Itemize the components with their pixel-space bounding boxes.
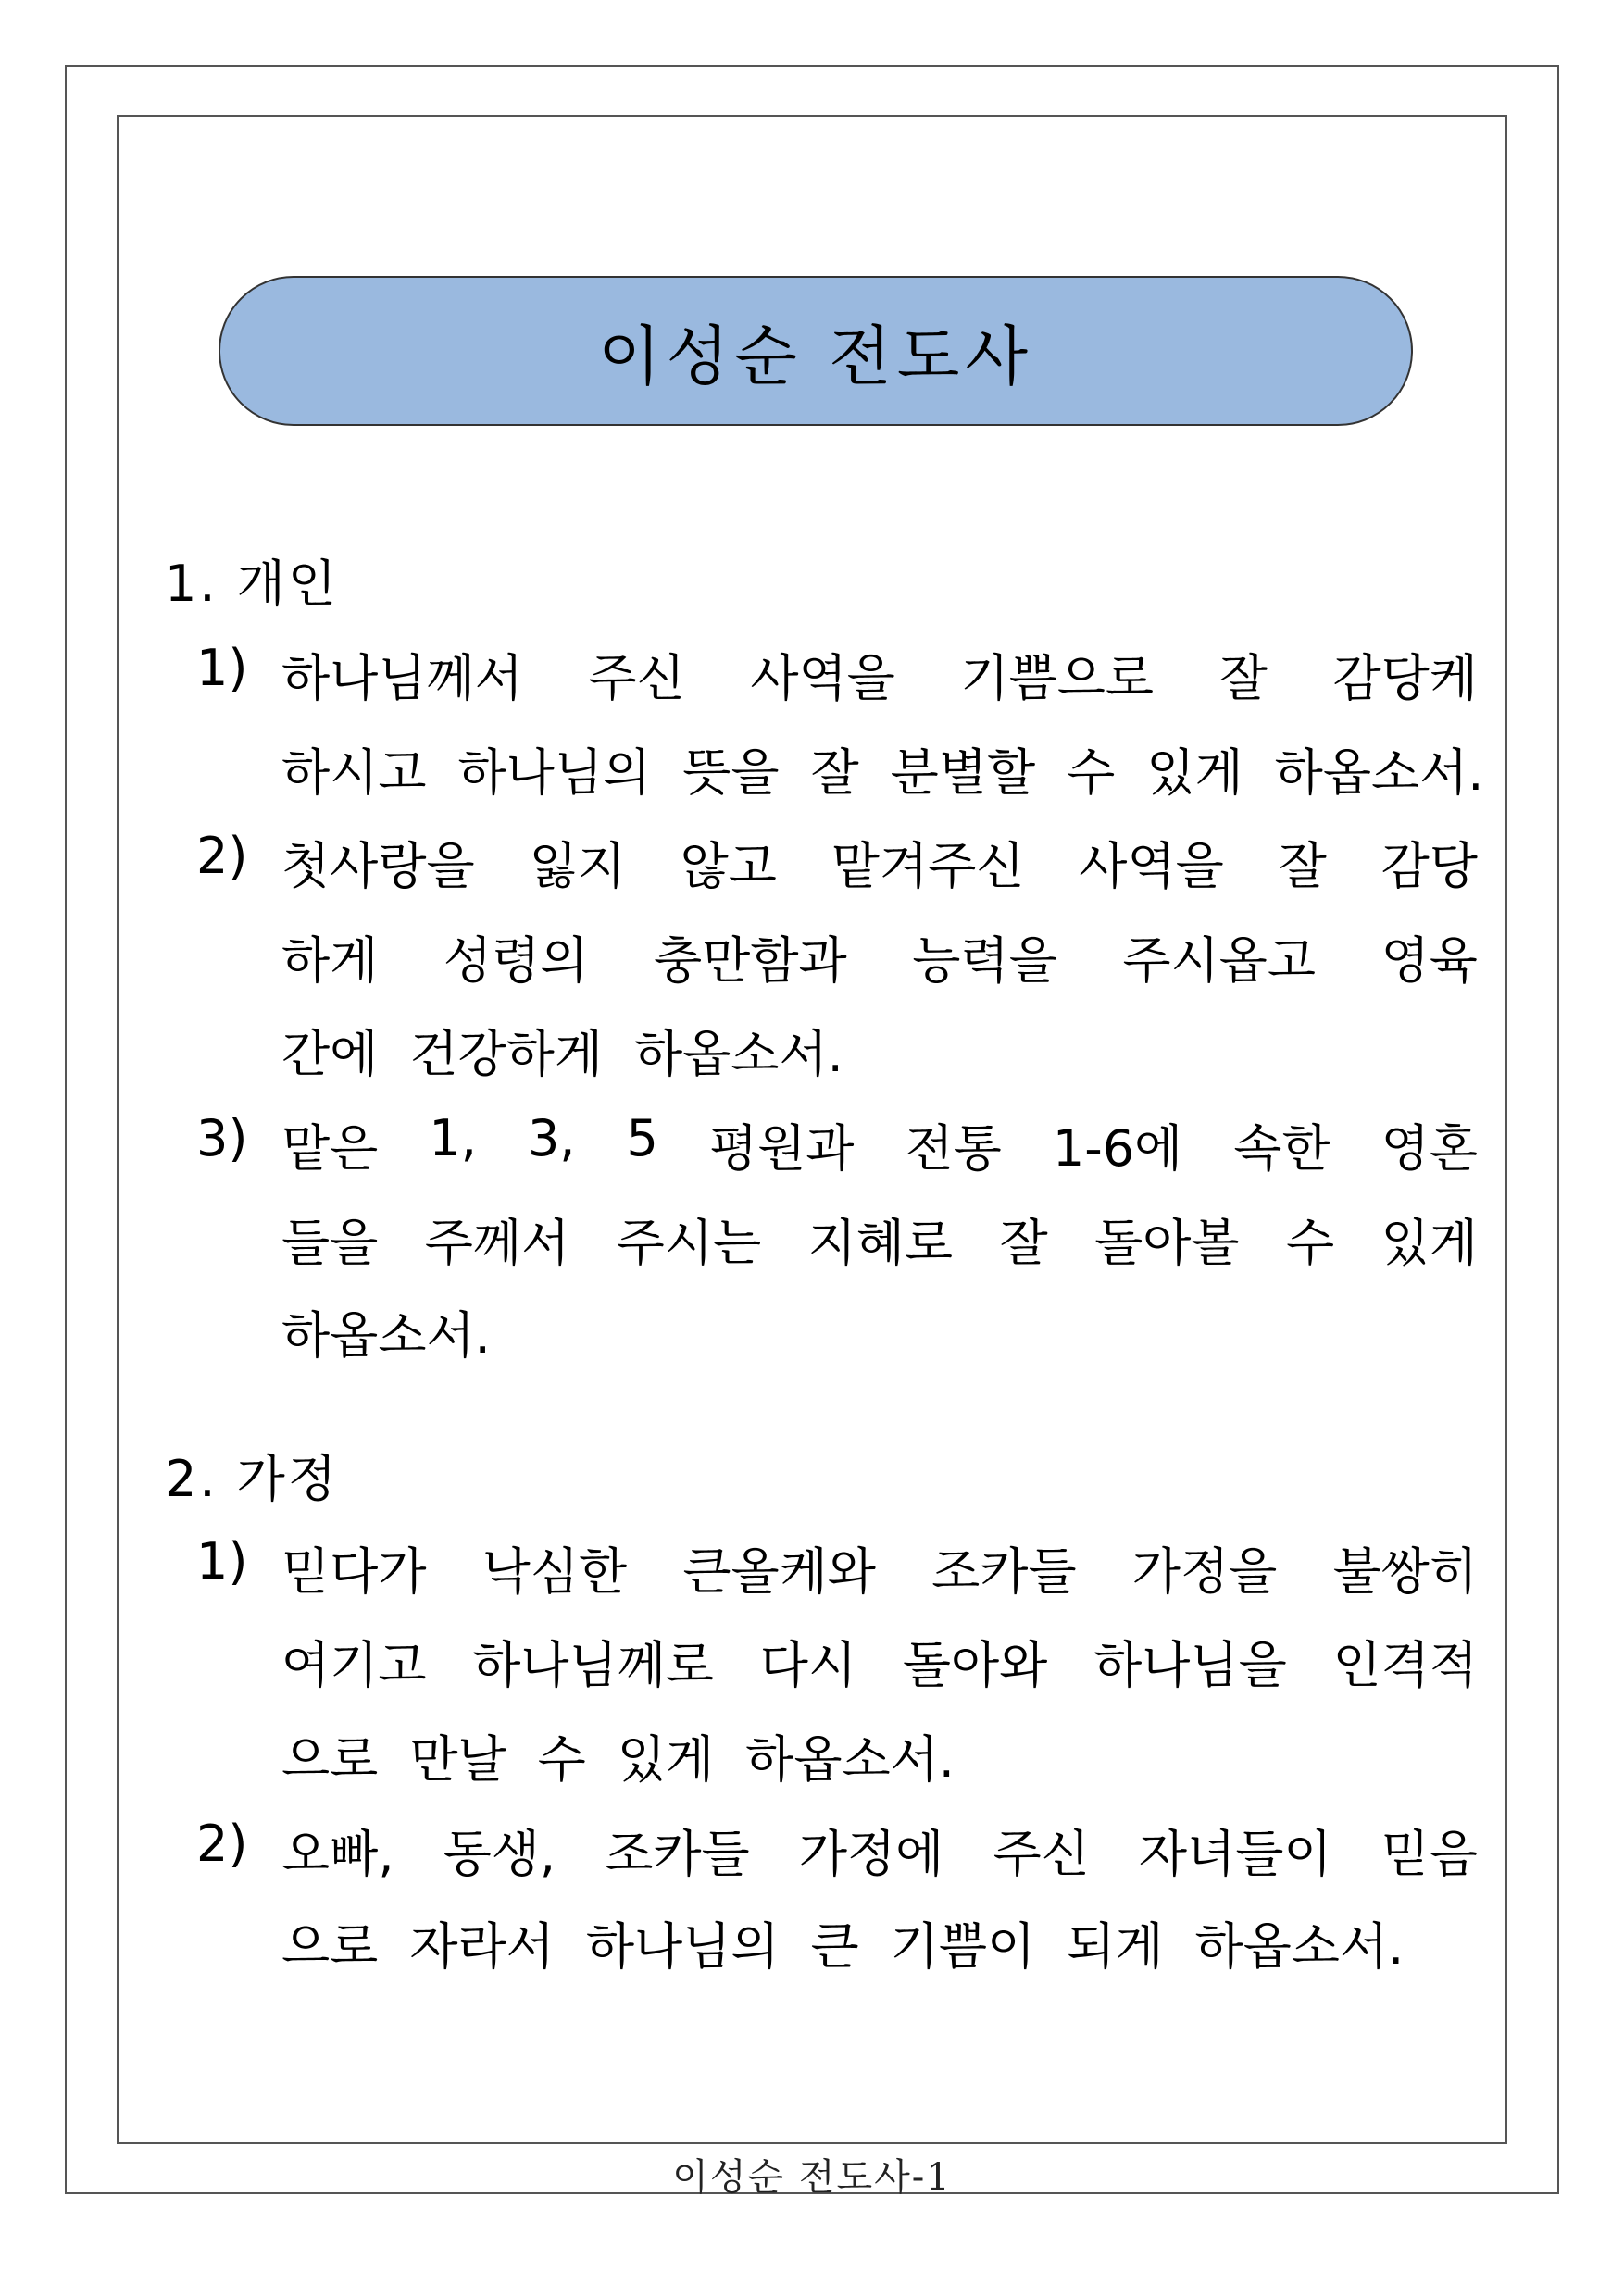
word: 잘 <box>1218 649 1268 707</box>
word: 주시옵고 <box>1122 931 1317 990</box>
word: 잘 <box>1278 837 1327 895</box>
word: 잘 <box>810 743 859 802</box>
word: 충만함과 <box>654 931 847 990</box>
word: 맡은 <box>281 1119 379 1178</box>
word: 자라서 <box>409 1917 555 1976</box>
word: 하나님의 <box>585 1917 780 1976</box>
word: 믿음 <box>1380 1825 1478 1883</box>
word: 영육 <box>1380 931 1478 990</box>
word: 수 <box>537 1730 586 1789</box>
word: 하옵소서. <box>745 1730 955 1789</box>
item-line <box>281 1109 1478 1180</box>
word: 5 <box>626 1109 658 1167</box>
word: 맡겨주신 <box>831 837 1025 895</box>
item-number: 1) <box>196 639 248 697</box>
word: 들을 <box>281 1214 379 1272</box>
item-line <box>281 1907 1478 1978</box>
word: 있게 <box>1146 743 1243 802</box>
word: 사역을 <box>1079 837 1224 895</box>
word: 건강하게 <box>409 1025 603 1083</box>
word: 조카들 <box>605 1825 750 1883</box>
word: 잘 <box>999 1214 1048 1272</box>
item-line <box>281 1532 1478 1603</box>
word: 1-6에 <box>1052 1119 1183 1178</box>
word: 성령의 <box>443 931 589 990</box>
word: 뜻을 <box>682 743 780 802</box>
word: 주께서 <box>424 1214 570 1272</box>
word: 하옵소서. <box>633 1025 843 1083</box>
word: 가정을 <box>1131 1542 1278 1601</box>
word: 지혜로 <box>807 1214 954 1272</box>
item-number: 3) <box>196 1109 248 1167</box>
word: 믿다가 <box>281 1542 427 1601</box>
word: 하시고 <box>281 743 427 802</box>
item-line <box>281 639 1478 710</box>
word: 잃지 <box>529 837 626 895</box>
word: 만날 <box>409 1730 506 1789</box>
item-line <box>281 1296 1478 1367</box>
word: 주신 <box>588 649 685 707</box>
word: 큰 <box>810 1917 859 1976</box>
word: 전통 <box>905 1119 1002 1178</box>
item-number: 2) <box>196 1815 248 1873</box>
word: 으로 <box>281 1730 379 1789</box>
word: 조카들 <box>931 1542 1077 1601</box>
word: 감당케 <box>1332 649 1478 707</box>
word: 주신 <box>993 1825 1090 1883</box>
word: 하옵소서. <box>281 1306 491 1365</box>
word: 하나님께로 <box>472 1636 715 1694</box>
word: 다시 <box>759 1636 857 1694</box>
word: 기쁨으로 <box>960 649 1155 707</box>
word: 동생, <box>443 1825 556 1883</box>
word: 간에 <box>281 1025 379 1083</box>
item-line <box>281 1015 1478 1086</box>
item-line <box>281 827 1478 898</box>
word: 낙심한 <box>481 1542 628 1601</box>
page-title: 이성순 전도사 <box>598 318 1033 394</box>
word: 수 <box>1286 1214 1335 1272</box>
word: 불쌍히 <box>1332 1542 1478 1601</box>
title-banner <box>219 276 1413 426</box>
word: 사역을 <box>750 649 895 707</box>
word: 있게 <box>617 1730 715 1789</box>
word: 여기고 <box>281 1636 427 1694</box>
word: 오빠, <box>281 1825 394 1883</box>
item-line <box>281 1204 1478 1275</box>
word: 3, <box>527 1109 576 1167</box>
word: 가정에 <box>798 1825 944 1883</box>
page-footer: 이성순 전도사-1 <box>672 2156 952 2199</box>
section-heading-personal: 1. 개인 <box>165 555 340 613</box>
section-heading-family: 2. 가정 <box>165 1450 340 1508</box>
word: 인격적 <box>1332 1636 1478 1694</box>
item-line <box>281 921 1478 992</box>
word: 첫사랑을 <box>281 837 475 895</box>
word: 않고 <box>680 837 777 895</box>
item-line <box>281 1626 1478 1697</box>
word: 돌아와 <box>902 1636 1048 1694</box>
word: 하나님의 <box>457 743 652 802</box>
word: 돌아볼 <box>1094 1214 1240 1272</box>
item-number: 2) <box>196 827 248 885</box>
item-number: 1) <box>196 1532 248 1591</box>
word: 능력을 <box>912 931 1057 990</box>
word: 하게 <box>281 931 379 990</box>
word: 하옵소서. <box>1194 1917 1405 1976</box>
word: 속한 <box>1233 1119 1330 1178</box>
word: 감당 <box>1380 837 1478 895</box>
word: 하옵소서. <box>1274 743 1484 802</box>
word: 자녀들이 <box>1138 1825 1332 1883</box>
item-line <box>281 1815 1478 1886</box>
word: 평원과 <box>708 1119 855 1178</box>
word: 1, <box>429 1109 477 1167</box>
word: 하나님을 <box>1093 1636 1287 1694</box>
word: 주시는 <box>616 1214 762 1272</box>
word: 큰올케와 <box>682 1542 876 1601</box>
word: 되게 <box>1067 1917 1164 1976</box>
item-line <box>281 733 1484 805</box>
word: 하나님께서 <box>281 649 523 707</box>
item-line <box>281 1720 1478 1791</box>
word: 영혼 <box>1380 1119 1478 1178</box>
word: 분별할 <box>890 743 1036 802</box>
word: 기쁨이 <box>890 1917 1036 1976</box>
word: 있게 <box>1380 1214 1478 1272</box>
word: 수 <box>1067 743 1116 802</box>
word: 으로 <box>281 1917 379 1976</box>
